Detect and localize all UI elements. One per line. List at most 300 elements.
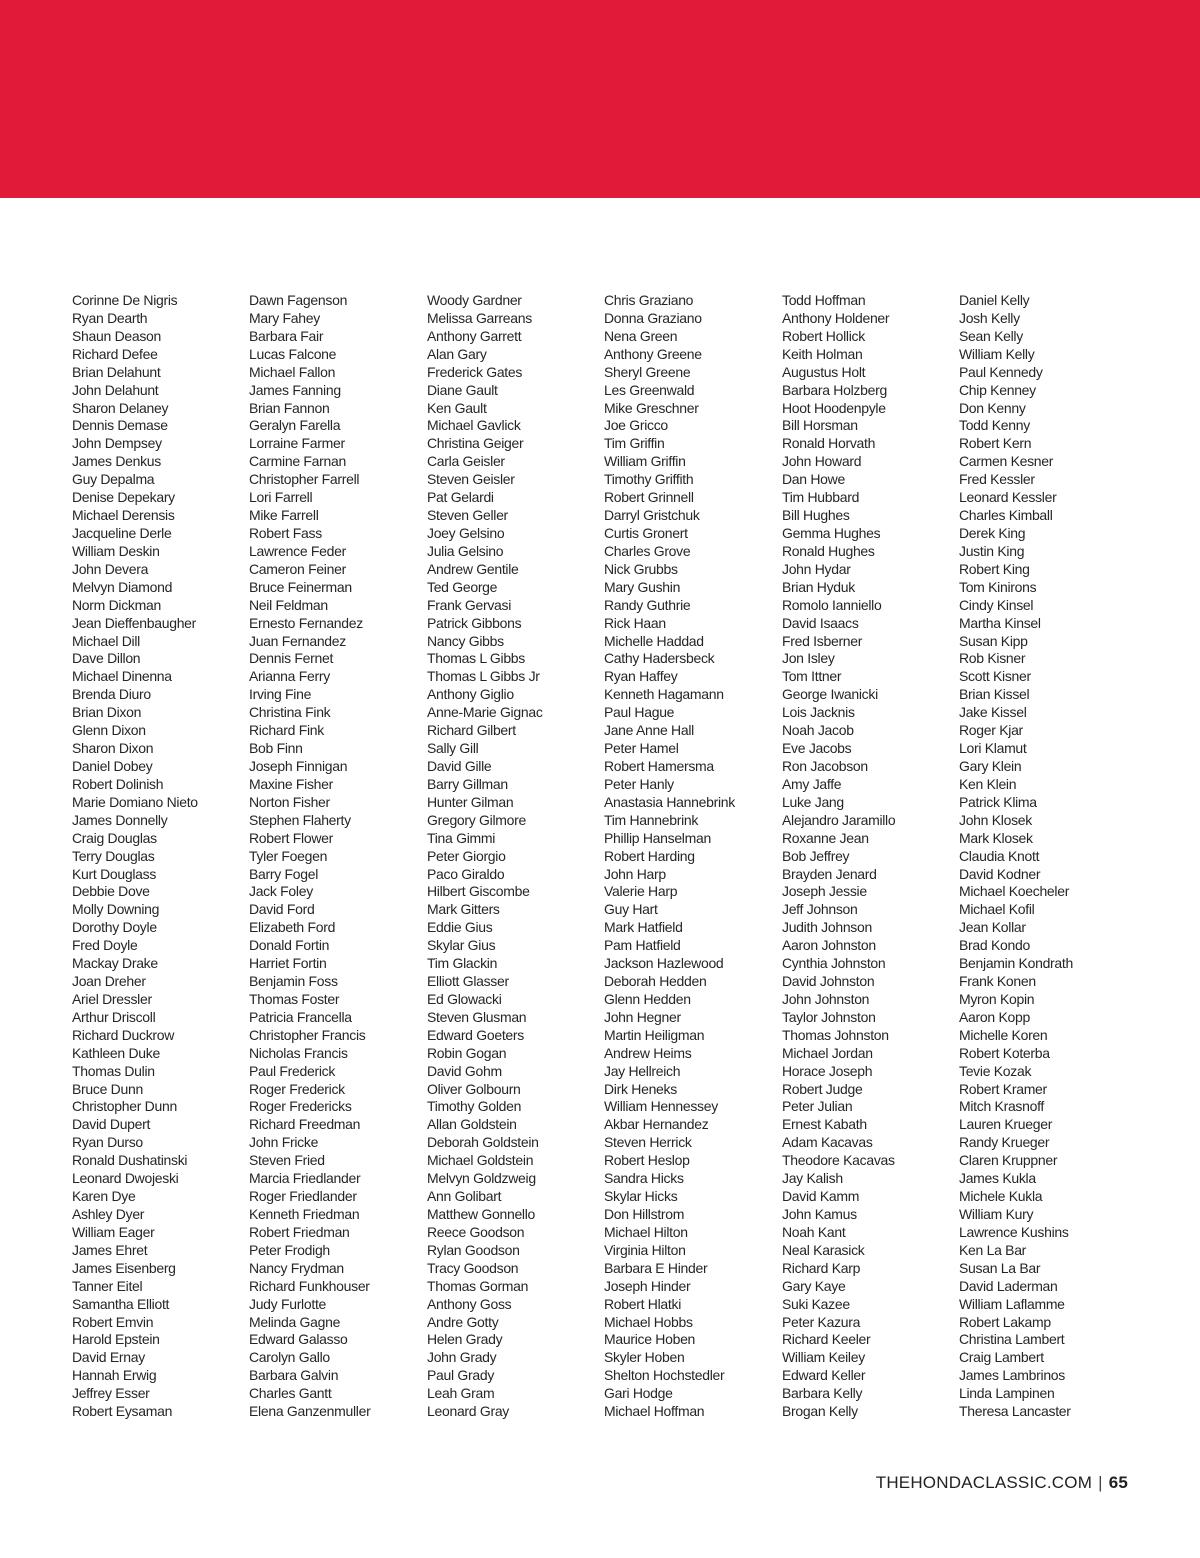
- donor-name: Barbara Galvin: [249, 1367, 339, 1384]
- donor-name: Julia Gelsino: [427, 542, 504, 559]
- donor-name: Robert King: [959, 560, 1030, 577]
- donor-name: William Kelly: [959, 345, 1035, 362]
- name-column-2: [249, 292, 424, 1421]
- donor-name: William Kury: [959, 1206, 1034, 1223]
- donor-name: Charles Gantt: [249, 1385, 332, 1402]
- donor-name: David Ernay: [72, 1349, 145, 1366]
- donor-name: Michael Dinenna: [72, 668, 172, 685]
- donor-name: Jay Hellreich: [604, 1062, 681, 1079]
- donor-name: Guy Hart: [604, 901, 658, 918]
- donor-name: Mike Greschner: [604, 399, 699, 416]
- donor-name: Ed Glowacki: [427, 990, 502, 1007]
- donor-name: Tim Hubbard: [782, 489, 860, 506]
- donor-name: Deborah Hedden: [604, 973, 707, 990]
- donor-name: Carolyn Gallo: [249, 1349, 330, 1366]
- donor-name: Tracy Goodson: [427, 1259, 519, 1276]
- name-column-5: [782, 292, 957, 1421]
- donor-name: Robert Flower: [249, 829, 334, 846]
- donor-name: Mark Gitters: [427, 901, 500, 918]
- donor-name: David Kamm: [782, 1188, 860, 1205]
- donor-name: Peter Giorgio: [427, 847, 506, 864]
- donor-name: Harold Epstein: [72, 1331, 160, 1348]
- name-column-4: [604, 292, 779, 1421]
- donor-name: George Iwanicki: [782, 686, 878, 703]
- donor-name: Diane Gault: [427, 381, 498, 398]
- donor-name: Peter Hanly: [604, 775, 674, 792]
- donor-name: Joe Gricco: [604, 417, 668, 434]
- donor-name: Bob Jeffrey: [782, 847, 850, 864]
- donor-name: Jean Dieffenbaugher: [72, 614, 197, 631]
- donor-name: Norm Dickman: [72, 596, 161, 613]
- donor-name: Brian Kissel: [959, 686, 1030, 703]
- donor-name: Norton Fisher: [249, 793, 330, 810]
- donor-name: Pat Gelardi: [427, 489, 494, 506]
- donor-name: Linda Lampinen: [959, 1385, 1055, 1402]
- donor-name: Kurt Douglass: [72, 865, 157, 882]
- donor-name: Paul Frederick: [249, 1062, 336, 1079]
- donor-name: James Fanning: [249, 381, 341, 398]
- donor-name: Lucas Falcone: [249, 345, 337, 362]
- donor-name: Ted George: [427, 578, 498, 595]
- donor-name: Sandra Hicks: [604, 1170, 684, 1187]
- donor-name: Kenneth Friedman: [249, 1206, 360, 1223]
- footer-site-url: THEHONDACLASSIC.COM: [875, 1473, 1093, 1492]
- donor-name: Tim Glackin: [427, 955, 498, 972]
- donor-name: Peter Julian: [782, 1098, 853, 1115]
- donor-name: Craig Douglas: [72, 829, 157, 846]
- donor-name: Terry Douglas: [72, 847, 155, 864]
- donor-name: Stephen Flaherty: [249, 811, 351, 828]
- donor-name: Kenneth Hagamann: [604, 686, 724, 703]
- donor-name: James Kukla: [959, 1170, 1036, 1187]
- donor-name: Gregory Gilmore: [427, 811, 526, 828]
- donor-name: Kathleen Duke: [72, 1044, 160, 1061]
- donor-name: Shaun Deason: [72, 327, 162, 344]
- donor-name: Timothy Golden: [427, 1098, 522, 1115]
- donor-name: Michael Fallon: [249, 363, 336, 380]
- donor-name: Robert Eysaman: [72, 1403, 173, 1420]
- donor-name: Patrick Gibbons: [427, 614, 522, 631]
- donor-name: Roger Frederick: [249, 1080, 345, 1097]
- donor-name: Tanner Eitel: [72, 1277, 143, 1294]
- donor-name: Nick Grubbs: [604, 560, 678, 577]
- donor-name: Maurice Hoben: [604, 1331, 696, 1348]
- donor-name: Ernest Kabath: [782, 1116, 867, 1133]
- donor-name: Bruce Dunn: [72, 1080, 143, 1097]
- donor-name: Benjamin Kondrath: [959, 955, 1073, 972]
- donor-name: Romolo Ianniello: [782, 596, 882, 613]
- donor-name: Bruce Feinerman: [249, 578, 352, 595]
- donor-name: John Devera: [72, 560, 149, 577]
- donor-name: Paul Kennedy: [959, 363, 1043, 380]
- donor-name: Ron Jacobson: [782, 757, 868, 774]
- donor-name: Edward Galasso: [249, 1331, 348, 1348]
- donor-name: Hannah Erwig: [72, 1367, 157, 1384]
- donor-name: Darryl Gristchuk: [604, 507, 700, 524]
- donor-name: Josh Kelly: [959, 309, 1020, 326]
- donor-name: Todd Kenny: [959, 417, 1030, 434]
- donor-name: Amy Jaffe: [782, 775, 842, 792]
- donor-name: John Harp: [604, 865, 666, 882]
- donor-name: Dan Howe: [782, 471, 845, 488]
- donor-name: John Hegner: [604, 1008, 681, 1025]
- donor-name: Robert Harding: [604, 847, 695, 864]
- donor-name: Marcia Friedlander: [249, 1170, 361, 1187]
- donor-name: Patricia Francella: [249, 1008, 352, 1025]
- donor-name: Skylar Gius: [427, 937, 496, 954]
- donor-name: Woody Gardner: [427, 292, 522, 308]
- donor-name: John Fricke: [249, 1134, 319, 1151]
- donor-name: Joan Dreher: [72, 973, 146, 990]
- donor-name: Luke Jang: [782, 793, 844, 810]
- donor-name: Tim Hannebrink: [604, 811, 699, 828]
- donor-name: Suki Kazee: [782, 1295, 850, 1312]
- donor-name: Michael Hilton: [604, 1223, 688, 1240]
- donor-name: Shelton Hochstedler: [604, 1367, 725, 1384]
- donor-name: David Dupert: [72, 1116, 151, 1133]
- donor-name: Christopher Francis: [249, 1026, 366, 1043]
- donor-name: Roger Kjar: [959, 722, 1023, 739]
- donor-name: Lois Jacknis: [782, 704, 855, 721]
- donor-name: Robin Gogan: [427, 1044, 507, 1061]
- donor-name: Tyler Foegen: [249, 847, 328, 864]
- donor-name: William Keiley: [782, 1349, 865, 1366]
- donor-name: Barry Gillman: [427, 775, 508, 792]
- donor-name: Debbie Dove: [72, 883, 150, 900]
- donor-name: Michael Koecheler: [959, 883, 1070, 900]
- donor-name: Skylar Hicks: [604, 1188, 678, 1205]
- donor-name: Samantha Elliott: [72, 1295, 170, 1312]
- donor-name: Steven Geisler: [427, 471, 515, 488]
- donor-name: Jon Isley: [782, 650, 835, 667]
- donor-name: Geralyn Farella: [249, 417, 341, 434]
- donor-name: Christina Fink: [249, 704, 331, 721]
- donor-name: Robert Hlatki: [604, 1295, 682, 1312]
- donor-name: Cameron Feiner: [249, 560, 346, 577]
- donor-name: Curtis Gronert: [604, 524, 688, 541]
- donor-name: Thomas Johnston: [782, 1026, 889, 1043]
- donor-name: Theodore Kacavas: [782, 1152, 895, 1169]
- donor-name: Carmine Farnan: [249, 453, 346, 470]
- donor-name: Mary Fahey: [249, 309, 320, 326]
- donor-name: Sheryl Greene: [604, 363, 691, 380]
- donor-name: John Howard: [782, 453, 862, 470]
- donor-name: John Klosek: [959, 811, 1032, 828]
- donor-name: Lawrence Kushins: [959, 1223, 1069, 1240]
- donor-name: William Laflamme: [959, 1295, 1065, 1312]
- donor-name: Augustus Holt: [782, 363, 866, 380]
- donor-name: Mary Gushin: [604, 578, 681, 595]
- page-footer: [876, 1473, 1128, 1493]
- donor-name: Richard Defee: [72, 345, 158, 362]
- donor-name: Michael Kofil: [959, 901, 1035, 918]
- donor-name: Carla Geisler: [427, 453, 505, 470]
- donor-name: Ann Golibart: [427, 1188, 502, 1205]
- donor-name: Don Hillstrom: [604, 1206, 685, 1223]
- donor-name: Jack Foley: [249, 883, 313, 900]
- donor-name: Thomas Gorman: [427, 1277, 529, 1294]
- donor-name: Gemma Hughes: [782, 524, 881, 541]
- donor-name: Thomas Dulin: [72, 1062, 155, 1079]
- donor-name: Anastasia Hannebrink: [604, 793, 735, 810]
- donor-name: Peter Frodigh: [249, 1241, 330, 1258]
- donor-name: Ken La Bar: [959, 1241, 1027, 1258]
- donor-name: Irving Fine: [249, 686, 312, 703]
- donor-name: Roger Fredericks: [249, 1098, 352, 1115]
- donor-name: Ernesto Fernandez: [249, 614, 363, 631]
- donor-name: Joseph Hinder: [604, 1277, 691, 1294]
- donor-name: Molly Downing: [72, 901, 160, 918]
- donor-name: Dennis Fernet: [249, 650, 334, 667]
- donor-name: Peter Kazura: [782, 1313, 861, 1330]
- donor-name: Susan La Bar: [959, 1259, 1041, 1276]
- donor-name: Harriet Fortin: [249, 955, 327, 972]
- donor-name: Ronald Hughes: [782, 542, 875, 559]
- name-column-3: [427, 292, 602, 1421]
- donor-name: Denise Depekary: [72, 489, 175, 506]
- donor-name: Melinda Gagne: [249, 1313, 341, 1330]
- donor-name: James Eisenberg: [72, 1259, 176, 1276]
- donor-name: Michael Derensis: [72, 507, 175, 524]
- donor-name: Paul Grady: [427, 1367, 495, 1384]
- donor-name: Richard Keeler: [782, 1331, 871, 1348]
- name-column-6: [959, 292, 1134, 1421]
- donor-name: Michael Hobbs: [604, 1313, 693, 1330]
- donor-name: Hilbert Giscombe: [427, 883, 530, 900]
- donor-name: Charles Grove: [604, 542, 691, 559]
- donor-name: Susan Kipp: [959, 632, 1028, 649]
- donor-name: Michele Kukla: [959, 1188, 1043, 1205]
- donor-name: Gari Hodge: [604, 1385, 673, 1402]
- donor-name: Roxanne Jean: [782, 829, 869, 846]
- donor-name: Tom Ittner: [782, 668, 842, 685]
- donor-name: Rylan Goodson: [427, 1241, 520, 1258]
- donor-name: Robert Grinnell: [604, 489, 694, 506]
- donor-name: Michelle Koren: [959, 1026, 1048, 1043]
- donor-name: Anthony Goss: [427, 1295, 512, 1312]
- donor-name: Mitch Krasnoff: [959, 1098, 1045, 1115]
- donor-name: Mike Farrell: [249, 507, 319, 524]
- donor-name: Melvyn Diamond: [72, 578, 173, 595]
- donor-name: Craig Lambert: [959, 1349, 1044, 1366]
- donor-name: Andre Gotty: [427, 1313, 499, 1330]
- donor-name: John Hydar: [782, 560, 851, 577]
- donor-name: Derek King: [959, 524, 1026, 541]
- donor-name: Claudia Knott: [959, 847, 1040, 864]
- donor-name: Leah Gram: [427, 1385, 495, 1402]
- donor-name: Rick Haan: [604, 614, 666, 631]
- donor-name: Richard Freedman: [249, 1116, 361, 1133]
- donor-name: Joey Gelsino: [427, 524, 505, 541]
- donor-name: Adam Kacavas: [782, 1134, 873, 1151]
- donor-name: Oliver Golbourn: [427, 1080, 521, 1097]
- donor-name: Mackay Drake: [72, 955, 158, 972]
- donor-name: Anthony Greene: [604, 345, 702, 362]
- donor-name: Martin Heiligman: [604, 1026, 705, 1043]
- donor-name: Jackson Hazlewood: [604, 955, 724, 972]
- donor-name: Pam Hatfield: [604, 937, 681, 954]
- donor-name: Frank Konen: [959, 973, 1036, 990]
- donor-name: Robert Emvin: [72, 1313, 154, 1330]
- donor-name: Steven Geller: [427, 507, 508, 524]
- donor-name: Christina Lambert: [959, 1331, 1065, 1348]
- donor-name: David Gohm: [427, 1062, 502, 1079]
- donor-name: Richard Fink: [249, 722, 324, 739]
- donor-name: Anthony Garrett: [427, 327, 522, 344]
- donor-name: Randy Guthrie: [604, 596, 691, 613]
- donor-name: Andrew Gentile: [427, 560, 519, 577]
- donor-name: Barry Fogel: [249, 865, 319, 882]
- donor-name: Claren Kruppner: [959, 1152, 1058, 1169]
- donor-name: David Kodner: [959, 865, 1041, 882]
- donor-name: Michelle Haddad: [604, 632, 704, 649]
- donor-name: David Ford: [249, 901, 315, 918]
- donor-name: Lauren Krueger: [959, 1116, 1053, 1133]
- donor-name: Leonard Gray: [427, 1403, 510, 1420]
- name-column-1: [72, 292, 247, 1421]
- donor-name: John Kamus: [782, 1206, 857, 1223]
- donor-name: John Johnston: [782, 990, 870, 1007]
- donor-name: Chris Graziano: [604, 292, 694, 308]
- donor-name: Cindy Kinsel: [959, 596, 1034, 613]
- donor-name: Cynthia Johnston: [782, 955, 886, 972]
- donor-name: Arianna Ferry: [249, 668, 330, 685]
- donor-name: Guy Depalma: [72, 471, 155, 488]
- donor-name: John Dempsey: [72, 435, 162, 452]
- donor-name: Timothy Griffith: [604, 471, 694, 488]
- donor-name: Benjamin Foss: [249, 973, 338, 990]
- donor-name: Joseph Finnigan: [249, 757, 348, 774]
- donor-name: Elliott Glasser: [427, 973, 509, 990]
- donor-name: Skyler Hoben: [604, 1349, 685, 1366]
- donor-name: Brogan Kelly: [782, 1403, 858, 1420]
- donor-name: Fred Isberner: [782, 632, 863, 649]
- donor-name: Neal Karasick: [782, 1241, 865, 1258]
- donor-name: Michael Dill: [72, 632, 140, 649]
- donor-name: Joseph Jessie: [782, 883, 867, 900]
- donor-name: Rob Kisner: [959, 650, 1026, 667]
- donor-name: Richard Duckrow: [72, 1026, 175, 1043]
- donor-name: Anne-Marie Gignac: [427, 704, 543, 721]
- donor-name: Robert Kern: [959, 435, 1032, 452]
- donor-name: Paco Giraldo: [427, 865, 505, 882]
- donor-name: William Hennessey: [604, 1098, 718, 1115]
- donor-name: David Isaacs: [782, 614, 859, 631]
- donor-name: Cathy Hadersbeck: [604, 650, 715, 667]
- donor-name: Tim Griffin: [604, 435, 665, 452]
- donor-name: Paul Hague: [604, 704, 675, 721]
- donor-name: Eve Jacobs: [782, 740, 852, 757]
- donor-name: Steven Glusman: [427, 1008, 527, 1025]
- donor-name: Brian Delahunt: [72, 363, 161, 380]
- donor-name: Steven Herrick: [604, 1134, 692, 1151]
- donor-name: Robert Koterba: [959, 1044, 1050, 1061]
- donor-name: Akbar Hernandez: [604, 1116, 709, 1133]
- donor-name: Melissa Garreans: [427, 309, 532, 326]
- donor-name: Richard Funkhouser: [249, 1277, 370, 1294]
- donor-name: Tina Gimmi: [427, 829, 496, 846]
- donor-name: Ariel Dressler: [72, 990, 152, 1007]
- donor-name: Leonard Kessler: [959, 489, 1057, 506]
- donor-name: John Grady: [427, 1349, 497, 1366]
- donor-name: Taylor Johnston: [782, 1008, 876, 1025]
- donor-name: Horace Joseph: [782, 1062, 873, 1079]
- donor-name: Bill Hughes: [782, 507, 850, 524]
- donor-name: Tom Kinirons: [959, 578, 1037, 595]
- donor-name: Thomas Foster: [249, 990, 340, 1007]
- donor-name: Michael Gavlick: [427, 417, 521, 434]
- donor-name: Jake Kissel: [959, 704, 1027, 721]
- donor-name: Glenn Dixon: [72, 722, 146, 739]
- donor-name: Scott Kisner: [959, 668, 1031, 685]
- donor-name: Donald Fortin: [249, 937, 330, 954]
- donor-name: John Delahunt: [72, 381, 159, 398]
- donor-name: Neil Feldman: [249, 596, 328, 613]
- donor-name: Frederick Gates: [427, 363, 523, 380]
- donor-name: Gary Kaye: [782, 1277, 846, 1294]
- donor-name: Ronald Horvath: [782, 435, 876, 452]
- donor-name: David Johnston: [782, 973, 875, 990]
- donor-name: Frank Gervasi: [427, 596, 512, 613]
- donor-name: Brian Fannon: [249, 399, 330, 416]
- donor-name: Arthur Driscoll: [72, 1008, 156, 1025]
- donor-name: Jay Kalish: [782, 1170, 843, 1187]
- donor-name: Alejandro Jaramillo: [782, 811, 896, 828]
- donor-name: Bob Finn: [249, 740, 303, 757]
- donor-name: Ashley Dyer: [72, 1206, 145, 1223]
- donor-name: Edward Goeters: [427, 1026, 524, 1043]
- donor-name: Martha Kinsel: [959, 614, 1041, 631]
- donor-name: Justin King: [959, 542, 1025, 559]
- donor-name: Sharon Dixon: [72, 740, 154, 757]
- donor-name: Sharon Delaney: [72, 399, 169, 416]
- donor-name: Charles Kimball: [959, 507, 1053, 524]
- donor-name: Gary Klein: [959, 757, 1022, 774]
- donor-name: Melvyn Goldzweig: [427, 1170, 536, 1187]
- donor-name: Michael Goldstein: [427, 1152, 534, 1169]
- donor-name: James Lambrinos: [959, 1367, 1065, 1384]
- donor-name: Christopher Dunn: [72, 1098, 177, 1115]
- donor-name: Robert Fass: [249, 524, 322, 541]
- donor-name: Richard Gilbert: [427, 722, 516, 739]
- donor-name: Patrick Klima: [959, 793, 1037, 810]
- donor-name: Brad Kondo: [959, 937, 1030, 954]
- donor-name: Judith Johnson: [782, 919, 872, 936]
- donor-name: Brayden Jenard: [782, 865, 877, 882]
- name-columns: [0, 292, 1200, 1432]
- donor-name: Tevie Kozak: [959, 1062, 1032, 1079]
- donor-name: Dave Dillon: [72, 650, 141, 667]
- donor-name: Nancy Gibbs: [427, 632, 504, 649]
- donor-name: Randy Krueger: [959, 1134, 1050, 1151]
- donor-name: David Laderman: [959, 1277, 1058, 1294]
- donor-name: Reece Goodson: [427, 1223, 525, 1240]
- donor-name: William Griffin: [604, 453, 686, 470]
- donor-name: Deborah Goldstein: [427, 1134, 539, 1151]
- donor-name: Robert Hamersma: [604, 757, 714, 774]
- donor-name: Thomas L Gibbs: [427, 650, 525, 667]
- donor-name: James Ehret: [72, 1241, 148, 1258]
- donor-name: Nancy Frydman: [249, 1259, 344, 1276]
- donor-name: Les Greenwald: [604, 381, 695, 398]
- donor-name: Noah Kant: [782, 1223, 846, 1240]
- donor-name: Peter Hamel: [604, 740, 679, 757]
- donor-name: Anthony Holdener: [782, 309, 890, 326]
- donor-name: Edward Keller: [782, 1367, 866, 1384]
- donor-name: Aaron Johnston: [782, 937, 876, 954]
- donor-name: Barbara Kelly: [782, 1385, 863, 1402]
- donor-name: Lorraine Farmer: [249, 435, 345, 452]
